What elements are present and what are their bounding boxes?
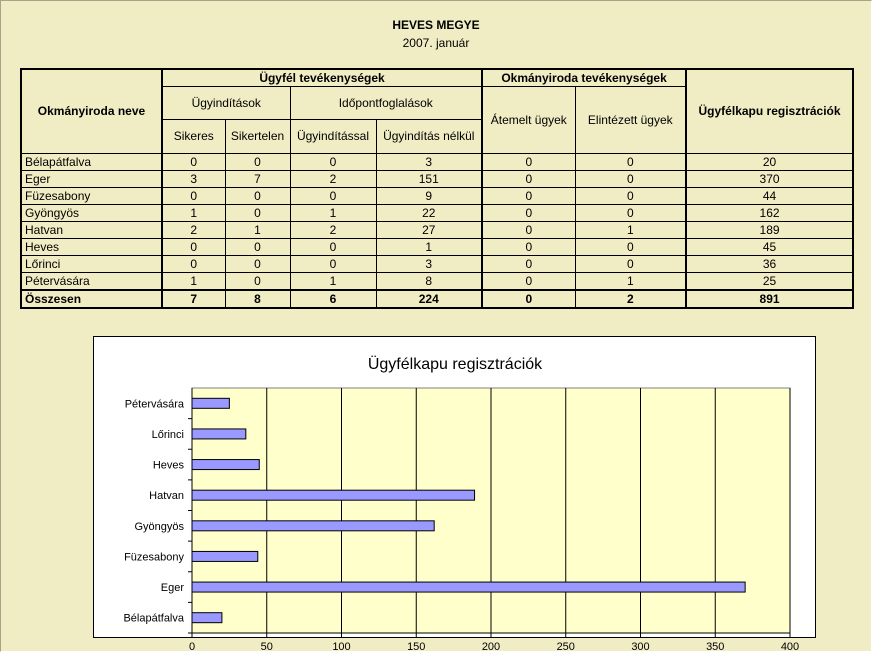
value-cell: 0: [482, 256, 575, 273]
table-row: [21, 171, 853, 188]
x-tick-label: 100: [332, 641, 351, 652]
value-cell: 3: [376, 256, 482, 273]
table-row: [21, 154, 853, 171]
value-cell: 0: [575, 154, 686, 171]
value-cell: 3: [162, 171, 225, 188]
office-name-cell: Eger: [21, 171, 162, 188]
office-name-cell: Heves: [21, 239, 162, 256]
table-row: [21, 205, 853, 222]
header-without-case: Ügyindítás nélkül: [376, 120, 482, 154]
value-cell: 8: [225, 290, 290, 308]
value-cell: 189: [686, 222, 853, 239]
header-with-case: Ügyindítással: [290, 120, 376, 154]
value-cell: 0: [225, 273, 290, 291]
value-cell: 162: [686, 205, 853, 222]
value-cell: 0: [225, 239, 290, 256]
value-cell: 1: [225, 222, 290, 239]
bar: [192, 521, 434, 531]
value-cell: 0: [575, 188, 686, 205]
office-name-cell: Füzesabony: [21, 188, 162, 205]
value-cell: 20: [686, 154, 853, 171]
value-cell: 1: [162, 205, 225, 222]
value-cell: 891: [686, 290, 853, 308]
value-cell: 7: [162, 290, 225, 308]
activity-table: [20, 68, 854, 309]
category-label: Pétervására: [124, 398, 184, 411]
value-cell: 1: [575, 273, 686, 291]
value-cell: 0: [162, 188, 225, 205]
value-cell: 370: [686, 171, 853, 188]
value-cell: 27: [376, 222, 482, 239]
report-subtitle: 2007. január: [402, 36, 470, 50]
header-appointments: Időpontfoglalások: [290, 87, 482, 120]
table-row: [21, 222, 853, 239]
value-cell: 1: [162, 273, 225, 291]
value-cell: 44: [686, 188, 853, 205]
header-failed: Sikertelen: [225, 120, 290, 154]
value-cell: 2: [290, 171, 376, 188]
bar: [192, 460, 259, 470]
value-cell: 1: [575, 222, 686, 239]
bar: [192, 582, 745, 592]
x-tick-label: 400: [780, 641, 800, 652]
table-row: [21, 256, 853, 273]
value-cell: 0: [482, 239, 575, 256]
value-cell: 0: [482, 205, 575, 222]
category-label: Hatvan: [149, 490, 184, 503]
value-cell: 1: [290, 205, 376, 222]
x-tick-label: 150: [407, 641, 426, 652]
header-completed: Elintézett ügyek: [575, 87, 686, 154]
value-cell: 0: [482, 273, 575, 291]
header-successful: Sikeres: [162, 120, 225, 154]
value-cell: 0: [575, 171, 686, 188]
value-cell: 2: [575, 290, 686, 308]
header-case-starts: Ügyindítások: [162, 87, 290, 120]
value-cell: 36: [686, 256, 853, 273]
header-transferred: Átemelt ügyek: [482, 87, 575, 154]
value-cell: 9: [376, 188, 482, 205]
value-cell: 22: [376, 205, 482, 222]
header-client-activities: Ügyfél tevékenységek: [162, 69, 482, 87]
office-name-cell: Hatvan: [21, 222, 162, 239]
value-cell: 0: [162, 239, 225, 256]
chart-area: [93, 336, 816, 652]
header-row-1: [21, 69, 853, 87]
value-cell: 0: [290, 256, 376, 273]
value-cell: 0: [482, 222, 575, 239]
value-cell: 0: [482, 188, 575, 205]
category-label: Gyöngyös: [134, 520, 184, 533]
value-cell: 0: [290, 188, 376, 205]
value-cell: 0: [225, 256, 290, 273]
value-cell: 0: [575, 205, 686, 222]
value-cell: 0: [482, 171, 575, 188]
value-cell: 3: [376, 154, 482, 171]
category-label: Lőrinci: [151, 428, 184, 441]
category-label: Füzesabony: [124, 551, 184, 564]
office-name-cell: Összesen: [21, 290, 162, 308]
value-cell: 8: [376, 273, 482, 291]
table-row: [21, 273, 853, 291]
bar: [192, 398, 229, 408]
chart-title: Ügyfélkapu regisztrációk: [367, 356, 543, 373]
category-label: Bélapátfalva: [123, 612, 184, 625]
x-tick-label: 250: [556, 641, 575, 652]
office-name-cell: Lőrinci: [21, 256, 162, 273]
value-cell: 151: [376, 171, 482, 188]
report-title: HEVES MEGYE: [392, 18, 480, 32]
value-cell: 6: [290, 290, 376, 308]
x-tick-label: 350: [706, 641, 725, 652]
x-tick-label: 50: [260, 641, 273, 652]
value-cell: 0: [482, 290, 575, 308]
header-office-name: Okmányiroda neve: [21, 69, 162, 154]
bar: [192, 490, 475, 500]
value-cell: 0: [225, 154, 290, 171]
value-cell: 224: [376, 290, 482, 308]
value-cell: 45: [686, 239, 853, 256]
category-label: Eger: [160, 582, 184, 595]
value-cell: 25: [686, 273, 853, 291]
office-name-cell: Bélapátfalva: [21, 154, 162, 171]
x-tick-label: 200: [481, 641, 501, 652]
x-tick-label: 300: [631, 641, 650, 652]
category-label: Heves: [152, 459, 184, 472]
bar-chart: [94, 337, 815, 652]
value-cell: 1: [290, 273, 376, 291]
value-cell: 2: [162, 222, 225, 239]
value-cell: 2: [290, 222, 376, 239]
value-cell: 0: [225, 188, 290, 205]
value-cell: 7: [225, 171, 290, 188]
total-row: [21, 290, 853, 308]
value-cell: 0: [482, 154, 575, 171]
value-cell: 0: [162, 256, 225, 273]
bar: [192, 551, 258, 561]
table-row: [21, 188, 853, 205]
header-office-activities: Okmányiroda tevékenységek: [482, 69, 686, 87]
bar: [192, 429, 246, 439]
value-cell: 0: [225, 205, 290, 222]
bar: [192, 613, 222, 623]
table-row: [21, 239, 853, 256]
value-cell: 0: [162, 154, 225, 171]
value-cell: 0: [575, 256, 686, 273]
value-cell: 0: [575, 239, 686, 256]
office-name-cell: Pétervására: [21, 273, 162, 291]
header-gateway-registrations: Ügyfélkapu regisztrációk: [686, 69, 853, 154]
value-cell: 0: [290, 154, 376, 171]
value-cell: 1: [376, 239, 482, 256]
value-cell: 0: [290, 239, 376, 256]
office-name-cell: Gyöngyös: [21, 205, 162, 222]
x-tick-label: 0: [188, 641, 196, 652]
